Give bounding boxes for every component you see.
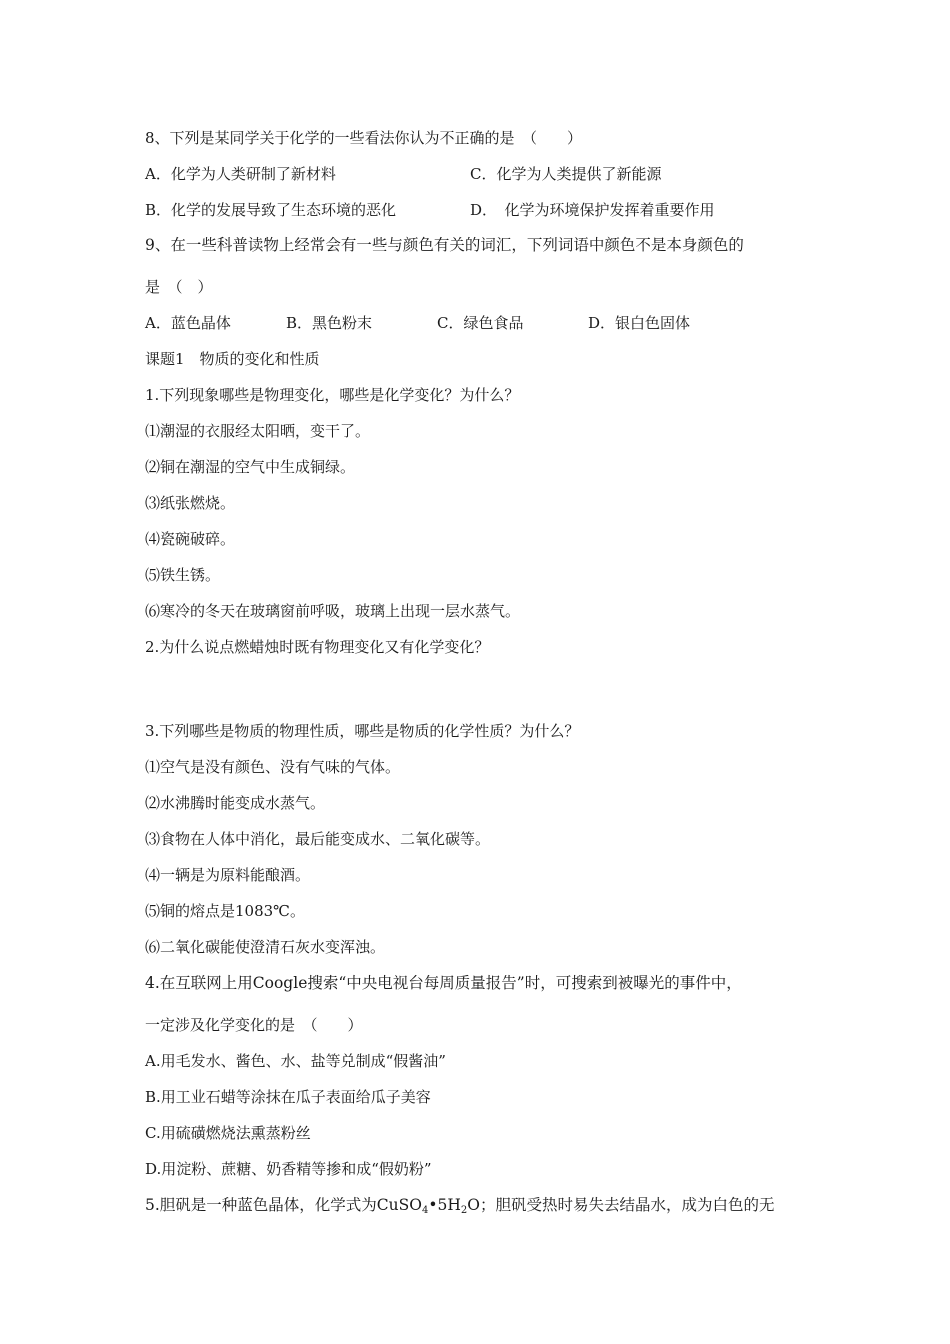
- p5-sub-1: 4: [421, 1205, 429, 1216]
- p4-option-a: A.用毛发水、酱色、水、盐等兑制成“假酱油”: [145, 1052, 446, 1070]
- q9-option-d: D．银白色固体: [588, 314, 691, 332]
- p2-stem: 2.为什么说点燃蜡烛时既有物理变化又有化学变化？: [145, 638, 490, 656]
- p4-option-d: D.用淀粉、蔗糖、奶香精等掺和成“假奶粉”: [145, 1160, 432, 1178]
- p1-item-4: ⑷瓷碗破碎。: [145, 530, 236, 548]
- p4-option-c: C.用硫磺燃烧法熏蒸粉丝: [145, 1124, 311, 1142]
- q9-option-c: C．绿色食品: [437, 314, 524, 332]
- p4-option-b: B.用工业石蜡等涂抹在瓜子表面给瓜子美容: [145, 1088, 431, 1106]
- p3-item-3: ⑶食物在人体中消化，最后能变成水、二氧化碳等。: [145, 830, 491, 848]
- p5-stem: [145, 1195, 774, 1221]
- q9-stem-line1: 9、在一些科普读物上经常会有一些与颜色有关的词汇，下列词语中颜色不是本身颜色的: [145, 236, 744, 254]
- lesson-title: 课题1 物质的变化和性质: [145, 350, 320, 368]
- p5-text-3: O；胆矾受热时易失去结晶水，成为白色的无: [467, 1196, 775, 1214]
- p1-item-3: ⑶纸张燃烧。: [145, 494, 236, 512]
- q8-option-b: B．化学的发展导致了生态环境的恶化: [145, 201, 397, 219]
- p5-text-2: •5H: [428, 1196, 461, 1214]
- p4-stem-line2: 一定涉及化学变化的是 （ ）: [145, 1016, 363, 1034]
- p1-stem: 1.下列现象哪些是物理变化，哪些是化学变化？为什么？: [145, 386, 520, 404]
- p1-item-6: ⑹寒冷的冬天在玻璃窗前呼吸，玻璃上出现一层水蒸气。: [145, 602, 521, 620]
- p3-item-2: ⑵水沸腾时能变成水蒸气。: [145, 794, 326, 812]
- p3-item-6: ⑹二氧化碳能使澄清石灰水变浑浊。: [145, 938, 386, 956]
- q8-option-a: A．化学为人类研制了新材料: [145, 165, 336, 183]
- p4-stem-line1: 4.在互联网上用Coogle搜索“中央电视台每周质量报告”时，可搜索到被曝光的事件中，: [145, 974, 742, 992]
- p1-item-1: ⑴潮湿的衣服经太阳晒，变干了。: [145, 422, 371, 440]
- p3-item-4: ⑷一辆是为原料能酿酒。: [145, 866, 311, 884]
- p3-item-1: ⑴空气是没有颜色、没有气味的气体。: [145, 758, 401, 776]
- p1-item-2: ⑵铜在潮湿的空气中生成铜绿。: [145, 458, 356, 476]
- p5-sub-2: 2: [460, 1205, 468, 1216]
- p3-stem: 3.下列哪些是物质的物理性质，哪些是物质的化学性质？为什么？: [145, 722, 580, 740]
- q9-stem-line2: 是 （ ）: [145, 278, 213, 296]
- q8-option-d: D． 化学为环境保护发挥着重要作用: [470, 201, 715, 219]
- p3-item-5: ⑸铜的熔点是1083℃。: [145, 902, 305, 920]
- q8-option-c: C．化学为人类提供了新能源: [470, 165, 662, 183]
- q9-option-a: A．蓝色晶体: [145, 314, 231, 332]
- p1-item-5: ⑸铁生锈。: [145, 566, 221, 584]
- q8-stem: 8、下列是某同学关于化学的一些看法你认为不正确的是 （ ）: [145, 129, 583, 147]
- p5-text-1: 5.胆矾是一种蓝色晶体，化学式为CuSO: [145, 1196, 422, 1214]
- q9-option-b: B．黑色粉末: [286, 314, 373, 332]
